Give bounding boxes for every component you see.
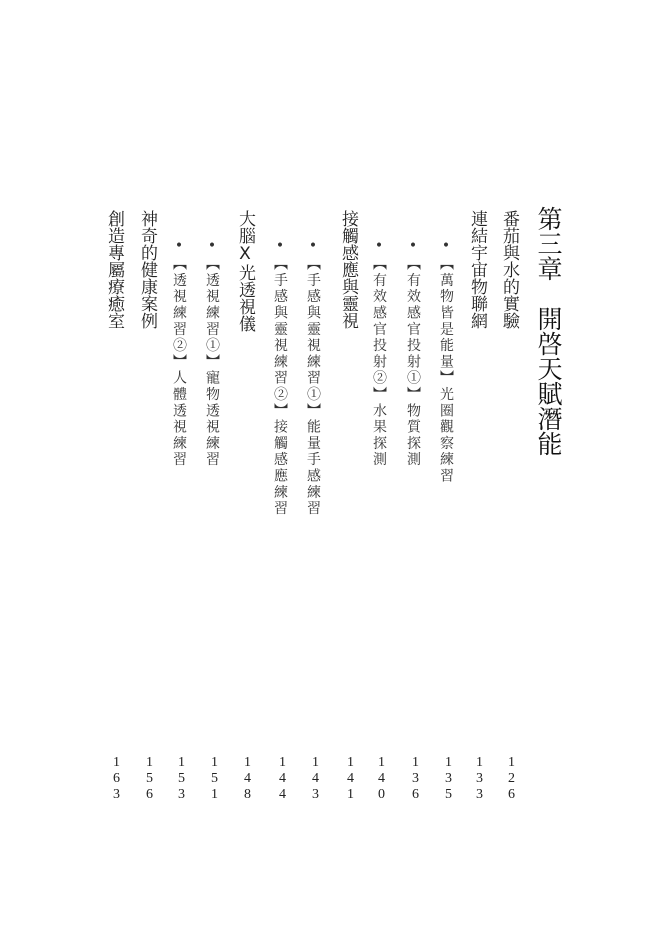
toc-entry-health-cases: 神奇的健康案例 [137,210,157,329]
toc-page-number: 140 [374,755,389,803]
toc-entry-universe-iot: 連結宇宙物聯網 [467,210,487,329]
toc-entry-healing-room: 創造專屬療癒室 [104,210,124,329]
toc-entry-tomato-water-experiment: 番茄與水的實驗 [499,210,519,329]
toc-page-number: 148 [240,755,255,803]
toc-entry-xray-practice-2: •【透視練習②】人體透視練習 [171,238,187,469]
toc-entry-aura-observation: •【萬物皆是能量】光圈觀察練習 [438,238,454,485]
chapter-title: 第三章 開啓天賦潛能 [534,206,563,456]
toc-page-number: 163 [109,755,124,803]
toc-page-number: 156 [142,755,157,803]
toc-entry-sensory-projection-1: •【有效感官投射①】物質探測 [405,238,421,469]
toc-page-number: 141 [343,755,358,803]
toc-page-number: 136 [408,755,423,803]
toc-entry-sensory-projection-2: •【有效感官投射②】水果探測 [371,238,387,469]
toc-page-number: 144 [275,755,290,803]
toc-page-number: 135 [441,755,456,803]
toc-page-number: 151 [207,755,222,803]
toc-entry-xray-practice-1: •【透視練習①】寵物透視練習 [204,238,220,469]
toc-page-number: 153 [174,755,189,803]
toc-entry-touch-and-clairvoyance: 接觸感應與靈視 [338,210,358,329]
toc-page-number: 143 [308,755,323,803]
toc-entry-brain-xray: 大腦X光透視儀 [235,210,255,332]
toc-entry-hand-feeling-2: •【手感與靈視練習②】接觸感應練習 [272,238,288,518]
toc-page-number: 126 [504,755,519,803]
toc-entry-hand-feeling-1: •【手感與靈視練習①】能量手感練習 [305,238,321,518]
toc-page-number: 133 [472,755,487,803]
